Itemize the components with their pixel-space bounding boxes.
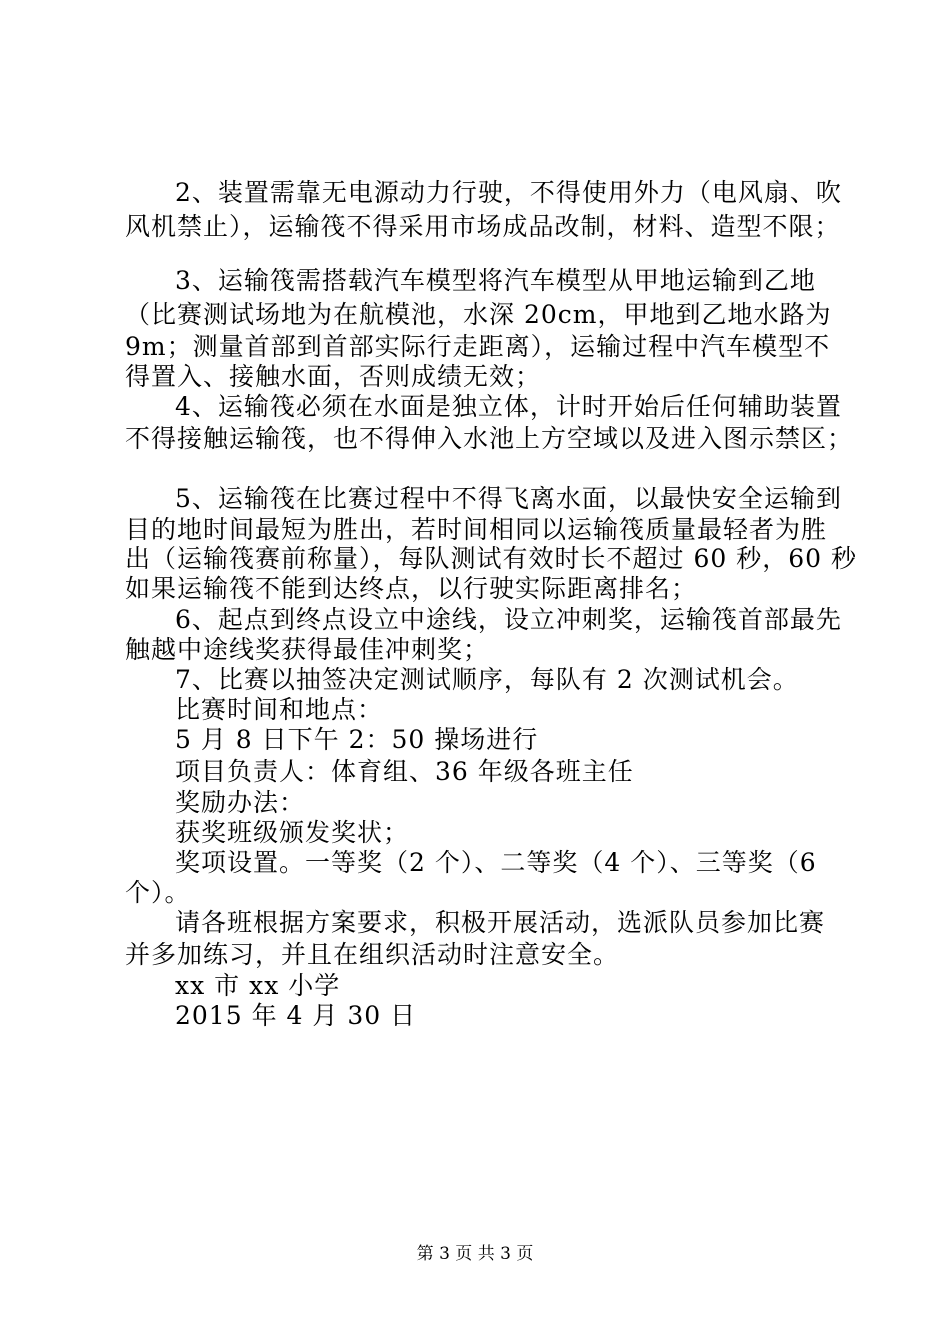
rule-5-line-4: 如果运输筏不能到达终点，以行驶实际距离排名；: [125, 574, 698, 603]
rule-2-line-1: 2、装置需靠无电源动力行驶，不得使用外力（电风扇、吹: [175, 178, 842, 207]
page-footer: 第 3 页 共 3 页: [416, 1244, 534, 1264]
prizes-line-1: 奖项设置。一等奖（2 个）、二等奖（4 个）、三等奖（6: [175, 848, 817, 877]
rule-4-line-2: 不得接触运输筏，也不得伸入水池上方空域以及进入图示禁区；: [125, 424, 854, 453]
rule-5-line-1: 5、运输筏在比赛过程中不得飞离水面，以最快安全运输到: [175, 484, 842, 513]
rule-5-line-3: 出（运输筏赛前称量），每队测试有效时长不超过 60 秒，60 秒: [125, 544, 857, 573]
rule-6-line-1: 6、起点到终点设立中途线，设立冲刺奖，运输筏首部最先: [175, 605, 842, 634]
time-heading: 比赛时间和地点：: [175, 695, 384, 724]
time-value: 5 月 8 日下午 2：50 操场进行: [175, 725, 539, 754]
closing-line-1: 请各班根据方案要求，积极开展活动，选派队员参加比赛: [175, 908, 826, 937]
closing-line-2: 并多加练习，并且在组织活动时注意安全。: [125, 940, 620, 969]
reward-heading: 奖励办法：: [175, 788, 306, 817]
project-owner: 项目负责人：体育组、36 年级各班主任: [175, 757, 634, 786]
rule-3-line-1: 3、运输筏需搭载汽车模型将汽车模型从甲地运输到乙地: [175, 266, 816, 295]
rule-3-line-4: 得置入、接触水面，否则成绩无效；: [125, 362, 542, 391]
rule-4-line-1: 4、运输筏必须在水面是独立体，计时开始后任何辅助装置: [175, 392, 842, 421]
date: 2015 年 4 月 30 日: [175, 1001, 417, 1030]
rule-6-line-2: 触越中途线奖获得最佳冲刺奖；: [125, 635, 490, 664]
prizes-line-2: 个）。: [125, 878, 191, 907]
rule-2-line-2: 风机禁止），运输筏不得采用市场成品改制，材料、造型不限；: [125, 212, 841, 241]
rule-3-line-2: （比赛测试场地为在航模池，水深 20cm，甲地到乙地水路为: [125, 300, 832, 329]
rule-3-line-3: 9m；测量首部到首部实际行走距离），运输过程中汽车模型不: [125, 332, 831, 361]
reward-value: 获奖班级颁发奖状；: [175, 818, 410, 847]
rule-5-line-2: 目的地时间最短为胜出，若时间相同以运输筏质量最轻者为胜: [125, 515, 828, 544]
signature: xx 市 xx 小学: [175, 971, 341, 1000]
rule-7: 7、比赛以抽签决定测试顺序，每队有 2 次测试机会。: [175, 665, 799, 694]
